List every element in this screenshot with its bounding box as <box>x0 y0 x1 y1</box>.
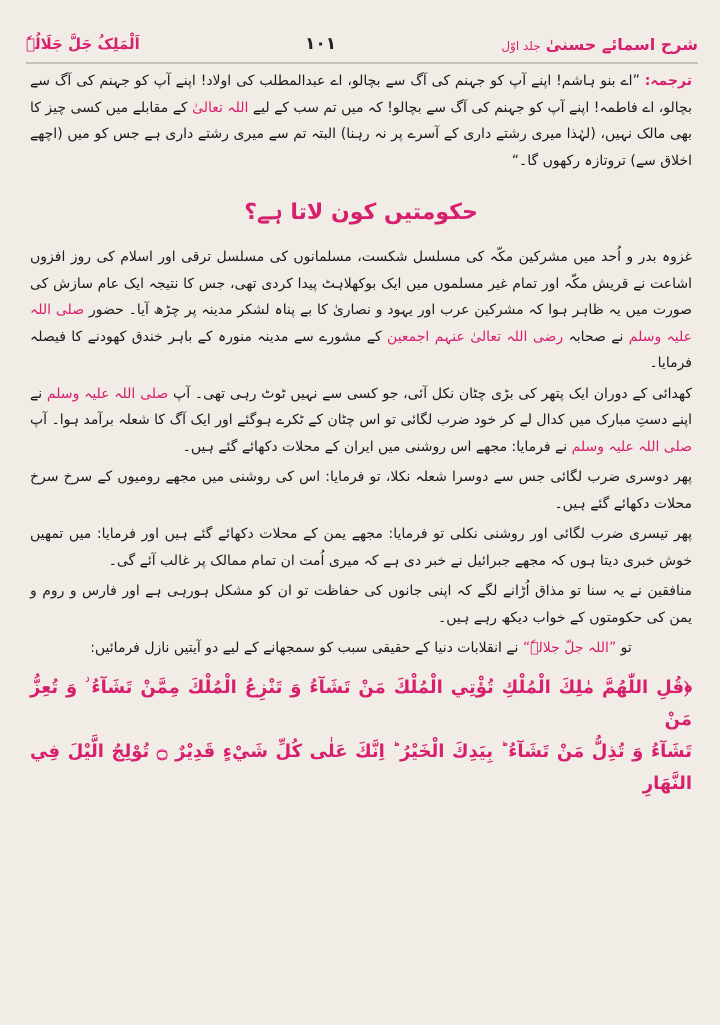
paragraph-2 <box>30 381 692 461</box>
divine-name-header: اَلْمَلِکُ جَلَّ جَلَالُہٗ <box>26 35 140 53</box>
paragraph-6 <box>30 635 692 662</box>
p2-text-c: نے فرمایا: مجھے اس روشنی میں ایران کے محلات دکھائے گئے ہیں۔ <box>182 438 568 455</box>
book-title-text: شرح اسمائے حسنیٰ <box>545 34 698 54</box>
p1-text-c: کے مشورے سے مدینہ منورہ کے باہر خندق کھودنے کا فیصلہ فرمایا۔ <box>30 328 692 371</box>
p2-salutation-1: صلی اللہ علیہ وسلم <box>46 385 169 402</box>
p6-post: نے انقلابات دنیا کے حقیقی سبب کو سمجھانے کے لیے دو آیتیں نازل فرمائیں: <box>90 640 519 656</box>
page-number: ۱۰۱ <box>304 34 337 54</box>
p1-radiallah: رضی اللہ تعالیٰ عنہم اجمعین <box>387 328 564 345</box>
page-header <box>26 26 698 64</box>
page-body <box>30 68 692 800</box>
section-heading: حکومتیں کون لاتا ہے؟ <box>244 200 478 225</box>
book-title <box>501 35 698 54</box>
translation-label: ترجمہ: <box>644 73 692 89</box>
translation-text-after: کے مقابلے میں کسی چیز کا بھی مالک نہیں، (لہٰذا میری رشتے داری کے آسرے پر نہ رہنا) البتہ تم سے میری رشتے داری ہے جس کو میں (اچھے اخلاق سے) تروتازہ رکھوں گا۔“ <box>30 99 692 169</box>
quran-verse <box>30 672 692 800</box>
p6-divine-name: ”اللہ جلّ جلالہٗ“ <box>522 640 617 656</box>
allah-name: اللہ تعالیٰ <box>192 99 249 116</box>
p1-salutation: صلی اللہ علیہ وسلم <box>30 302 693 345</box>
paragraph-3: پھر دوسری ضرب لگائی جس سے دوسرا شعلہ نکلا، تو فرمایا: اس کی روشنی میں مجھے رومیوں کے سرخ سرخ محلات دکھائے گئے ہیں۔ <box>30 469 692 512</box>
quran-line-1: ﴿قُلِ اللّٰهُمَّ مٰلِكَ الْمُلْكِ تُؤْتِي الْمُلْكَ مَنْ تَشَآءُ وَ تَنْزِعُ الْمُلْكَ مِمَّنْ تَشَآءُ ؗ وَ تُعِزُّ مَنْ <box>30 676 692 730</box>
paragraph-1 <box>30 244 692 377</box>
p1-text-a: غزوہ بدر و اُحد میں مشرکین مکّہ کی مسلسل شکست، مسلمانوں کی مسلسل ترقی اور اسلام کی روز افزوں اشاعت نے قریش مکّہ اور تمام غیر مسلموں میں ایک بوکھلاہٹ پیدا کردی تھی، جس کا نتیجہ ایک عام سازش کی صورت میں یہ ظاہر ہوا کہ مشرکین عرب اور یہود و نصاریٰ کا بے پناہ لشکر مدینہ پر چڑھ آیا۔ حضور <box>30 249 692 318</box>
p6-pre: تو <box>620 640 632 656</box>
p2-text-b: نے اپنے دستِ مبارک میں کدال لے کر خود ضرب لگائی تو اس چٹان کے ٹکرے ہوگئے اور ایک آگ کا شعلہ برآمد ہوا۔ آپ <box>30 385 692 428</box>
translation-paragraph <box>30 68 692 174</box>
paragraph-4: پھر تیسری ضرب لگائی اور روشنی نکلی تو فرمایا: مجھے یمن کے محلات دکھائے گئے ہیں اور فرمایا: میں تمھیں خوش خبری دیتا ہوں کہ مجھے جبرائیل نے خبر دی ہے کہ میری اُمت ان تمام ممالک پر غالب آئے گی۔ <box>30 526 692 569</box>
p1-text-b: نے صحابہ <box>568 328 624 345</box>
quran-line-2: تَشَآءُ وَ تُذِلُّ مَنْ تَشَآءُ ؕ بِيَدِكَ الْخَيْرُ ؕ اِنَّكَ عَلٰى كُلِّ شَيْءٍ قَدِيْرٌ ۝ تُوْلِجُ الَّيْلَ فِي النَّهَارِ <box>30 740 693 794</box>
p2-text-a: کھدائی کے دوران ایک پتھر کی بڑی چٹان نکل آئی، جو کسی سے نہیں ٹوٹ رہی تھی۔ آپ <box>173 385 692 402</box>
paragraph-5: منافقین نے یہ سنا تو مذاق اُڑانے لگے کہ اپنی جانوں کی حفاظت تو ان کو مشکل ہورہی ہے اور فارس و روم و یمن کی حکومتوں کے خواب دیکھ رہے ہیں۔ <box>30 583 692 626</box>
volume-label: جلد اوّل <box>501 38 541 53</box>
p2-salutation-2: صلی اللہ علیہ وسلم <box>571 438 692 455</box>
translation-text: ”اے بنو ہاشم! اپنے آپ کو جہنم کی آگ سے بچالو، اے عبدالمطلب کی اولاد! اپنے آپ کو جہنم کی آگ سے بچالو، اے فاطمہ! اپنے آپ کو جہنم کی آگ سے بچالو! کہ میں تم سب کے لیے <box>30 73 692 116</box>
